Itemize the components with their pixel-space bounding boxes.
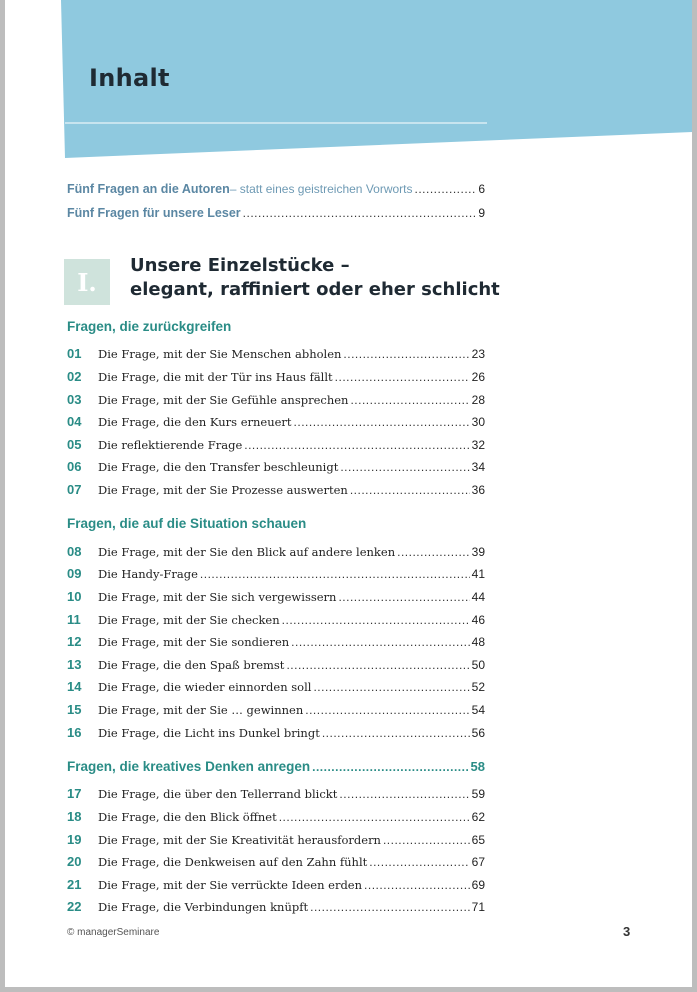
page-number: 54: [471, 703, 485, 717]
entry-number: 19: [67, 832, 82, 847]
section-heading: Fragen, die zurückgreifen: [67, 319, 232, 334]
dot-leader: [200, 567, 470, 581]
toc-entry[interactable]: [67, 786, 485, 801]
page-number: 6: [478, 182, 485, 196]
page-number: 34: [471, 460, 485, 474]
dot-leader: [335, 370, 470, 384]
page-number: 9: [478, 206, 485, 220]
page-number: 32: [471, 438, 485, 452]
entry-title: Die Frage, mit der Sie den Blick auf andere lenken: [98, 545, 396, 559]
entry-title: Die Frage, mit der Sie … gewinnen: [98, 703, 304, 717]
toc-entry[interactable]: [67, 832, 485, 847]
part-title-line2: elegant, raffiniert oder eher schlicht: [130, 279, 500, 300]
page-number: 48: [471, 635, 485, 649]
entry-number: 22: [67, 899, 82, 914]
dot-leader: [338, 590, 469, 604]
part-numeral: I.: [77, 267, 97, 297]
intro-entry-readers[interactable]: [67, 206, 485, 220]
page-number: 23: [471, 347, 485, 361]
toc-entry[interactable]: [67, 899, 485, 914]
intro-entry-lead: Fünf Fragen für unsere Leser: [67, 206, 241, 220]
page-number: 62: [471, 810, 485, 824]
toc-entry[interactable]: [67, 566, 485, 581]
page-number: 26: [471, 370, 485, 384]
dot-leader: [305, 703, 469, 717]
page-number: 67: [471, 855, 485, 869]
entry-title: Die Frage, die mit der Tür ins Haus fällt: [98, 370, 333, 384]
entry-title: Die Frage, mit der Sie Menschen abholen: [98, 347, 342, 361]
intro-entry-authors[interactable]: [67, 182, 485, 196]
entry-title: Die Frage, die über den Tellerrand blickt: [98, 787, 338, 801]
entry-title: Die Frage, mit der Sie sondieren: [98, 635, 290, 649]
intro-entry-lead: Fünf Fragen an die Autoren: [67, 182, 230, 196]
entry-number: 09: [67, 566, 82, 581]
page-number: 28: [471, 393, 485, 407]
page-number: 44: [471, 590, 485, 604]
entry-title: Die Frage, mit der Sie Kreativität herausfordern: [98, 833, 381, 847]
entry-title: Die Frage, mit der Sie checken: [98, 613, 280, 627]
entry-title: Die Frage, die Denkweisen auf den Zahn fühlt: [98, 855, 368, 869]
entry-number: 04: [67, 414, 82, 429]
toc-entry[interactable]: [67, 459, 485, 474]
entry-number: 21: [67, 877, 82, 892]
entry-number: 17: [67, 786, 82, 801]
entry-number: 07: [67, 482, 82, 497]
toc-entry[interactable]: [67, 437, 485, 452]
entry-title: Die Frage, die den Spaß bremst: [98, 658, 285, 672]
entry-number: 05: [67, 437, 82, 452]
dot-leader: [397, 545, 470, 559]
page-number: 50: [471, 658, 485, 672]
part-title: [130, 254, 500, 302]
intro-entry-sub: – statt eines geistreichen Vorworts: [229, 182, 413, 196]
toc-entry[interactable]: [67, 589, 485, 604]
entry-number: 12: [67, 634, 82, 649]
page-number: 30: [471, 415, 485, 429]
entry-title: Die Frage, die den Transfer beschleunigt: [98, 460, 339, 474]
entry-number: 11: [67, 612, 81, 627]
toc-entry[interactable]: [67, 854, 485, 869]
entry-number: 13: [67, 657, 82, 672]
entry-number: 18: [67, 809, 82, 824]
dot-leader: [244, 438, 469, 452]
entry-number: 10: [67, 589, 82, 604]
toc-entry[interactable]: [67, 392, 485, 407]
entry-title: Die Frage, mit der Sie sich vergewissern: [98, 590, 337, 604]
dot-leader: [310, 900, 470, 914]
entry-title: Die Frage, mit der Sie verrückte Ideen erden: [98, 878, 363, 892]
entry-title: Die Frage, die den Blick öffnet: [98, 810, 277, 824]
entry-title: Die Frage, die wieder einnorden soll: [98, 680, 312, 694]
dot-leader: [343, 347, 469, 361]
toc-entry[interactable]: [67, 612, 485, 627]
entry-number: 08: [67, 544, 82, 559]
page-number: 59: [471, 787, 485, 801]
entry-number: 15: [67, 702, 82, 717]
section-heading: Fragen, die kreatives Denken anregen: [67, 759, 311, 774]
entry-number: 06: [67, 459, 82, 474]
entry-title: Die Handy-Frage: [98, 567, 198, 581]
dot-leader: [279, 810, 470, 824]
page-number: 46: [471, 613, 485, 627]
page-number: 69: [471, 878, 485, 892]
copyright-notice: © managerSeminare: [67, 927, 160, 938]
part-title-line1: Unsere Einzelstücke –: [130, 255, 350, 276]
toc-entry[interactable]: [67, 369, 485, 384]
page-number: 65: [471, 833, 485, 847]
page-number-footer: 3: [623, 924, 631, 939]
page-number: 52: [471, 680, 485, 694]
page-number: 56: [471, 726, 485, 740]
page-number: 39: [471, 545, 485, 559]
dot-leader: [313, 680, 469, 694]
toc-entry[interactable]: [67, 634, 485, 649]
entry-title: Die Frage, die Verbindungen knüpft: [98, 900, 309, 914]
page-number: 41: [471, 567, 485, 581]
toc-entry[interactable]: [67, 702, 485, 717]
dot-leader: [383, 833, 470, 847]
dot-leader: [340, 460, 469, 474]
entry-title: Die Frage, die den Kurs erneuert: [98, 415, 292, 429]
dot-leader: [312, 760, 468, 774]
page-number: 58: [470, 759, 485, 774]
dot-leader: [322, 726, 470, 740]
dot-leader: [291, 635, 469, 649]
toc-entry[interactable]: [67, 725, 485, 740]
page-number: 71: [471, 900, 485, 914]
dot-leader: [282, 613, 470, 627]
dot-leader: [369, 855, 469, 869]
entry-number: 01: [67, 346, 82, 361]
entry-number: 02: [67, 369, 82, 384]
toc-entry[interactable]: [67, 482, 485, 497]
dot-leader: [286, 658, 469, 672]
entry-number: 14: [67, 679, 82, 694]
section-heading-with-page[interactable]: [67, 759, 485, 774]
entry-title: Die Frage, mit der Sie Gefühle ansprechen: [98, 393, 349, 407]
document-page: [5, 0, 692, 987]
dot-leader: [243, 206, 477, 220]
toc-entry[interactable]: [67, 414, 485, 429]
entry-title: Die reflektierende Frage: [98, 438, 243, 452]
page-title: Inhalt: [89, 64, 170, 92]
toc-entry[interactable]: [67, 657, 485, 672]
entry-title: Die Frage, die Licht ins Dunkel bringt: [98, 726, 320, 740]
dot-leader: [350, 393, 469, 407]
page-number: 36: [471, 483, 485, 497]
entry-number: 16: [67, 725, 82, 740]
section-heading: Fragen, die auf die Situation schauen: [67, 516, 307, 531]
dot-leader: [294, 415, 470, 429]
entry-number: 03: [67, 392, 82, 407]
dot-leader: [350, 483, 470, 497]
toc-entry[interactable]: [67, 544, 485, 559]
entry-title: Die Frage, mit der Sie Prozesse auswerten: [98, 483, 348, 497]
dot-leader: [364, 878, 470, 892]
toc-entry[interactable]: [67, 679, 485, 694]
toc-entry[interactable]: [67, 346, 485, 361]
toc-entry[interactable]: [67, 809, 485, 824]
toc-entry[interactable]: [67, 877, 485, 892]
part-numeral-box: [64, 259, 110, 305]
entry-number: 20: [67, 854, 82, 869]
dot-leader: [415, 182, 477, 196]
dot-leader: [339, 787, 469, 801]
